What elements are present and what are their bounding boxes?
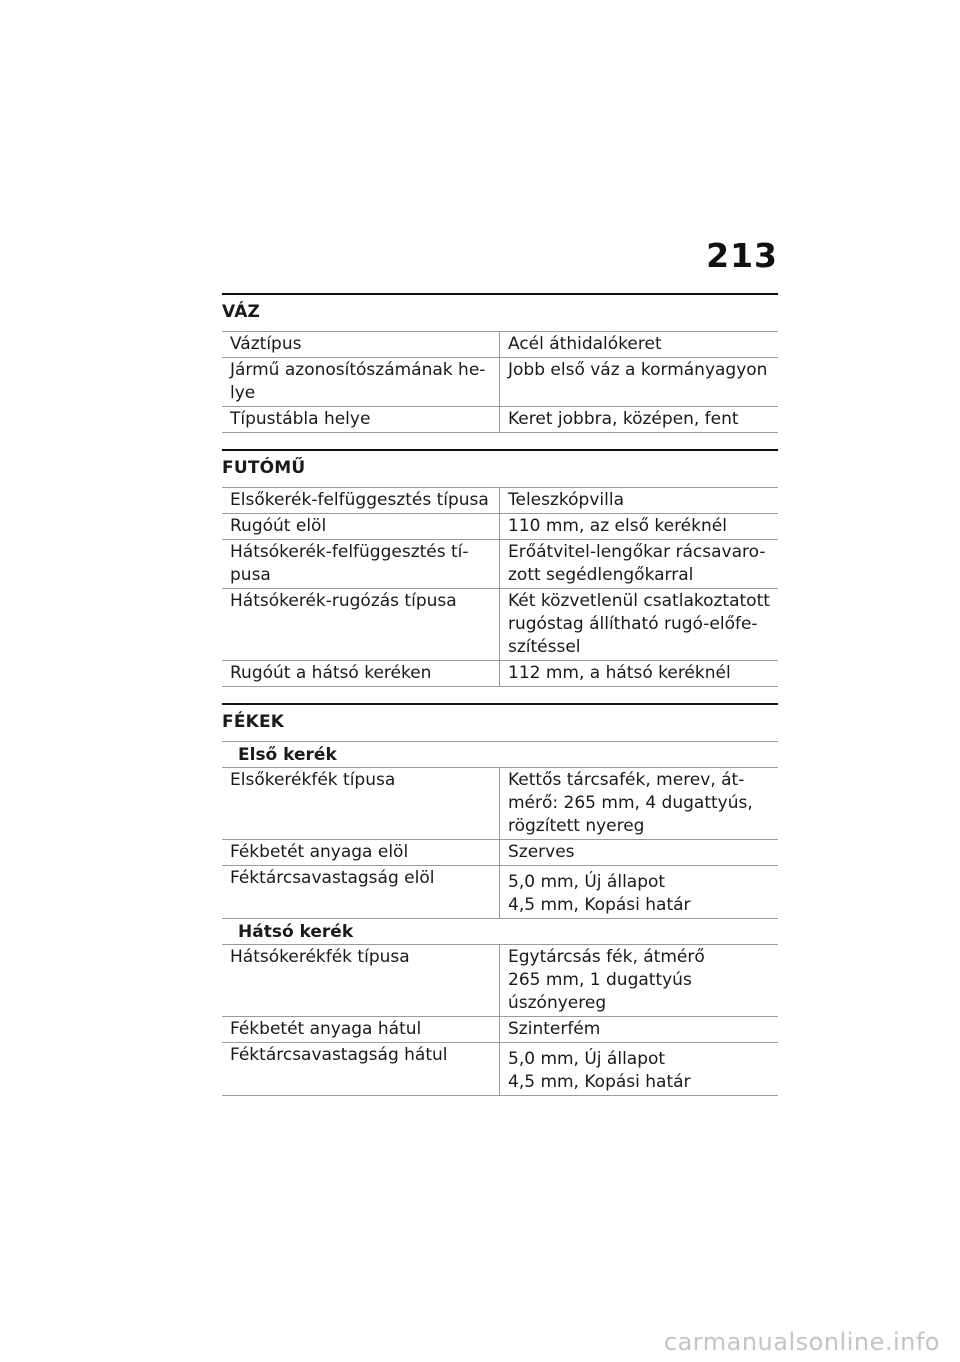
spec-label: Rugóút a hátsó keréken	[222, 661, 500, 686]
spec-label: Rugóút elöl	[222, 514, 500, 539]
spec-label: Féktárcsavastagság elöl	[222, 866, 500, 918]
spec-label: Hátsókerékfék típusa	[222, 945, 500, 1016]
spec-label: Elsőkerékfék típusa	[222, 768, 500, 839]
spec-value: Szinterfém	[508, 1019, 601, 1039]
spec-value: Acél áthidalókeret	[508, 334, 662, 354]
spec-value: Keret jobbra, középen, fent	[508, 409, 739, 429]
table-row	[222, 406, 778, 433]
spec-label: Hátsókerék-felfüggesztés tí- pusa	[222, 540, 500, 588]
subsection-heading: Első kerék	[222, 741, 778, 767]
spec-value: Jobb első váz a kormányagyon	[508, 360, 768, 380]
spec-value: Két közvetlenül csatlakoztatott rugóstag állítható rugó-előfe- szítéssel	[508, 591, 770, 657]
spec-label: Váztípus	[222, 332, 500, 357]
spec-label: Féktárcsavastagság hátul	[222, 1043, 500, 1095]
spec-value: 110 mm, az első keréknél	[508, 516, 727, 536]
table-row	[222, 487, 778, 513]
table-row	[222, 539, 778, 588]
spec-label: Hátsókerék-rugózás típusa	[222, 589, 500, 660]
table-row	[222, 944, 778, 1016]
section-heading: FÉKEK	[222, 703, 778, 741]
spec-label: Fékbetét anyaga hátul	[222, 1017, 500, 1042]
table-row	[222, 839, 778, 865]
watermark-text: carmanualsonline.info	[663, 1328, 940, 1356]
spec-label: Fékbetét anyaga elöl	[222, 840, 500, 865]
section-frame	[222, 293, 778, 433]
table-row	[222, 513, 778, 539]
spec-label: Elsőkerék-felfüggesztés típusa	[222, 488, 500, 513]
table-row	[222, 1016, 778, 1042]
page-number: 213	[706, 236, 778, 275]
spec-label: Jármű azonosítószámának he- lye	[222, 358, 500, 406]
table-row	[222, 1042, 778, 1096]
table-row	[222, 767, 778, 839]
spec-value: Egytárcsás fék, átmérő 265 mm, 1 dugattyús úszónyereg	[508, 947, 705, 1013]
section-heading: VÁZ	[222, 293, 778, 331]
section-heading: FUTÓMŰ	[222, 449, 778, 487]
spec-value: 5,0 mm, Új állapot 4,5 mm, Kopási határ	[508, 1049, 691, 1092]
table-row	[222, 588, 778, 660]
table-row	[222, 357, 778, 406]
section-brakes	[222, 703, 778, 1096]
spec-value: 5,0 mm, Új állapot 4,5 mm, Kopási határ	[508, 872, 691, 915]
table-row	[222, 331, 778, 357]
spec-value: Szerves	[508, 842, 575, 862]
spec-value: 112 mm, a hátsó keréknél	[508, 663, 731, 683]
spec-value: Teleszkópvilla	[508, 490, 624, 510]
table-row	[222, 865, 778, 918]
spec-content	[222, 293, 778, 1112]
spec-value: Erőátvitel-lengőkar rácsavaro- zott segédlengőkarral	[508, 542, 766, 585]
section-chassis	[222, 449, 778, 687]
subsection-heading: Hátsó kerék	[222, 918, 778, 944]
spec-label: Típustábla helye	[222, 407, 500, 432]
table-row	[222, 660, 778, 687]
spec-value: Kettős tárcsafék, merev, át- mérő: 265 mm, 4 dugattyús, rögzített nyereg	[508, 770, 753, 836]
